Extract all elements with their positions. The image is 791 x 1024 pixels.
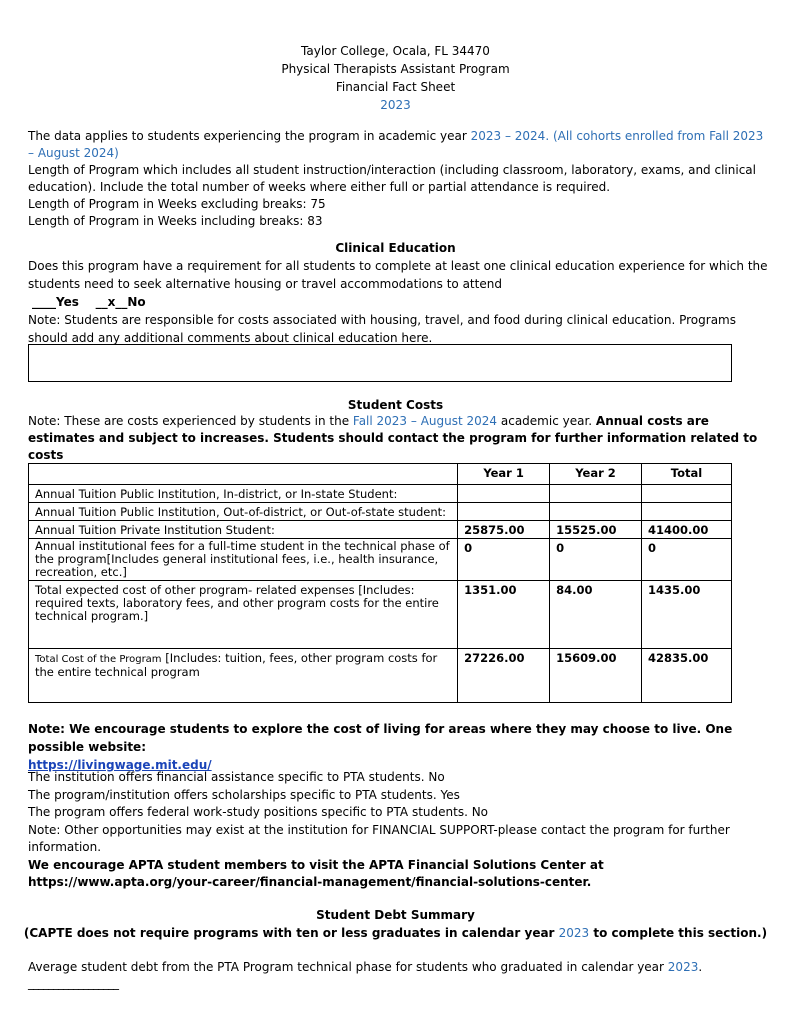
column-header-total: Total bbox=[642, 464, 732, 485]
row-total: 1435.00 bbox=[642, 581, 732, 649]
row-year1: 0 bbox=[458, 539, 550, 581]
column-header bbox=[29, 464, 458, 485]
row-year1: 27226.00 bbox=[458, 649, 550, 703]
financial-assistance: The institution offers financial assistance specific to PTA students. No bbox=[28, 770, 445, 784]
no-option: __x__No bbox=[95, 295, 146, 309]
row-year1 bbox=[458, 503, 550, 521]
table-row bbox=[29, 503, 732, 521]
row-label: Annual Tuition Public Institution, In-district, or In-state Student: bbox=[29, 485, 458, 503]
clinical-section bbox=[28, 257, 768, 347]
yes-option: ____Yes bbox=[32, 295, 79, 309]
living-section bbox=[28, 720, 768, 774]
average-debt: Average student debt from the PTA Program technical phase for students who graduated in calendar year 2023. bbox=[28, 960, 703, 974]
clinical-note: Note: Students are responsible for costs associated with housing, travel, and food during clinical education. Programs should add any additional comments about clinical education here. bbox=[28, 313, 736, 345]
work-study: The program offers federal work-study positions specific to PTA students. No bbox=[28, 805, 489, 819]
row-year2 bbox=[550, 485, 642, 503]
table-row bbox=[29, 539, 732, 581]
row-year2: 15609.00 bbox=[550, 649, 642, 703]
scholarships: The program/institution offers scholarships specific to PTA students. Yes bbox=[28, 787, 460, 802]
capte-note: (CAPTE does not require programs with ten or less graduates in calendar year 2023 to complete this section.) bbox=[23, 926, 768, 940]
academic-year: 2023 – 2024 bbox=[470, 129, 546, 143]
costs-note: Note: These are costs experienced by students in the Fall 2023 – August 2024 academic year. Annual costs are estimates and subject to increases. Students should contact the program for further information related to costs bbox=[28, 414, 758, 462]
weeks-excluding-breaks: Length of Program in Weeks excluding breaks: 75 bbox=[28, 197, 326, 211]
row-label: Total expected cost of other program- related expenses [Includes: required texts, laboratory fees, and other program costs for the entire technical program.] bbox=[29, 581, 458, 649]
clinical-heading: Clinical Education bbox=[335, 241, 456, 255]
costs-estimate-note: Annual costs are estimates and subject to increases. Students should contact the program for further information related to costs bbox=[28, 414, 758, 462]
apta-note: We encourage APTA student members to visit the APTA Financial Solutions Center at https://www.apta.org/your-career/financial-management/financial-solutions-center. bbox=[28, 857, 604, 889]
table-row bbox=[29, 649, 732, 703]
row-year1 bbox=[458, 485, 550, 503]
row-label: Annual Tuition Private Institution Student: bbox=[29, 521, 458, 539]
table-row bbox=[29, 581, 732, 649]
intro-section bbox=[28, 128, 768, 230]
length-description: Length of Program which includes all student instruction/interaction (including classroom, laboratory, exams, and clinical education). Include the total number of weeks where either full or partial attendance is required. bbox=[28, 163, 756, 194]
column-header-year2: Year 2 bbox=[550, 464, 642, 485]
row-year2: 15525.00 bbox=[550, 521, 642, 539]
row-label: Annual Tuition Public Institution, Out-of-district, or Out-of-state student: bbox=[29, 503, 458, 521]
table-row bbox=[29, 521, 732, 539]
average-debt-year: 2023 bbox=[667, 960, 699, 974]
row-label: Annual institutional fees for a full-time student in the technical phase of the program[Includes general institutional fees, i.e., health insurance, recreation, etc.] bbox=[29, 539, 458, 581]
capte-year: 2023 bbox=[558, 926, 590, 940]
row-year2: 0 bbox=[550, 539, 642, 581]
financial-section bbox=[28, 769, 768, 892]
total-cost-label: Total Cost of the Program bbox=[35, 654, 162, 665]
college-name: Taylor College, Ocala, FL 34470 bbox=[301, 44, 490, 58]
academic-year-statement: The data applies to students experiencing the program in academic year 2023 – 2024. (All cohorts enrolled from Fall 2023 – August 2024) bbox=[28, 129, 764, 160]
document-header bbox=[0, 42, 791, 114]
costs-period: Fall 2023 – August 2024 bbox=[352, 414, 498, 428]
clinical-comments-box bbox=[28, 344, 732, 382]
row-total: 41400.00 bbox=[642, 521, 732, 539]
row-total bbox=[642, 503, 732, 521]
document-year: 2023 bbox=[380, 98, 411, 112]
row-total bbox=[642, 485, 732, 503]
document-title: Financial Fact Sheet bbox=[335, 80, 456, 94]
debt-heading: Student Debt Summary bbox=[316, 908, 475, 922]
row-year2: 84.00 bbox=[550, 581, 642, 649]
program-name: Physical Therapists Assistant Program bbox=[281, 62, 510, 76]
row-total: 0 bbox=[642, 539, 732, 581]
cohort-note: . (All cohorts enrolled from Fall 2023 – August 2024) bbox=[28, 129, 764, 160]
row-label: Total Cost of the Program [Includes: tuition, fees, other program costs for the entire technical program bbox=[29, 649, 458, 703]
clinical-question: Does this program have a requirement for all students to complete at least one clinical education experience for which the students need to seek alternative housing or travel accommodations to attend bbox=[28, 259, 768, 291]
weeks-including-breaks: Length of Program in Weeks including breaks: 83 bbox=[28, 214, 323, 228]
column-header-year1: Year 1 bbox=[458, 464, 550, 485]
other-opportunities-note: Note: Other opportunities may exist at the institution for FINANCIAL SUPPORT-please contact the program for further information. bbox=[28, 822, 730, 854]
row-year1: 25875.00 bbox=[458, 521, 550, 539]
row-year1: 1351.00 bbox=[458, 581, 550, 649]
cost-of-living-note: Note: We encourage students to explore the cost of living for areas where they may choose to live. One possible website: bbox=[28, 722, 733, 754]
row-total: 42835.00 bbox=[642, 649, 732, 703]
costs-heading: Student Costs bbox=[347, 398, 444, 412]
living-wage-link[interactable]: https://livingwage.mit.edu/ bbox=[28, 758, 212, 772]
row-year2 bbox=[550, 503, 642, 521]
table-header-row bbox=[29, 464, 732, 485]
clinical-answer bbox=[28, 293, 768, 311]
table-row bbox=[29, 485, 732, 503]
average-debt-blank: __________________ bbox=[28, 976, 118, 990]
student-costs-table bbox=[28, 463, 732, 703]
